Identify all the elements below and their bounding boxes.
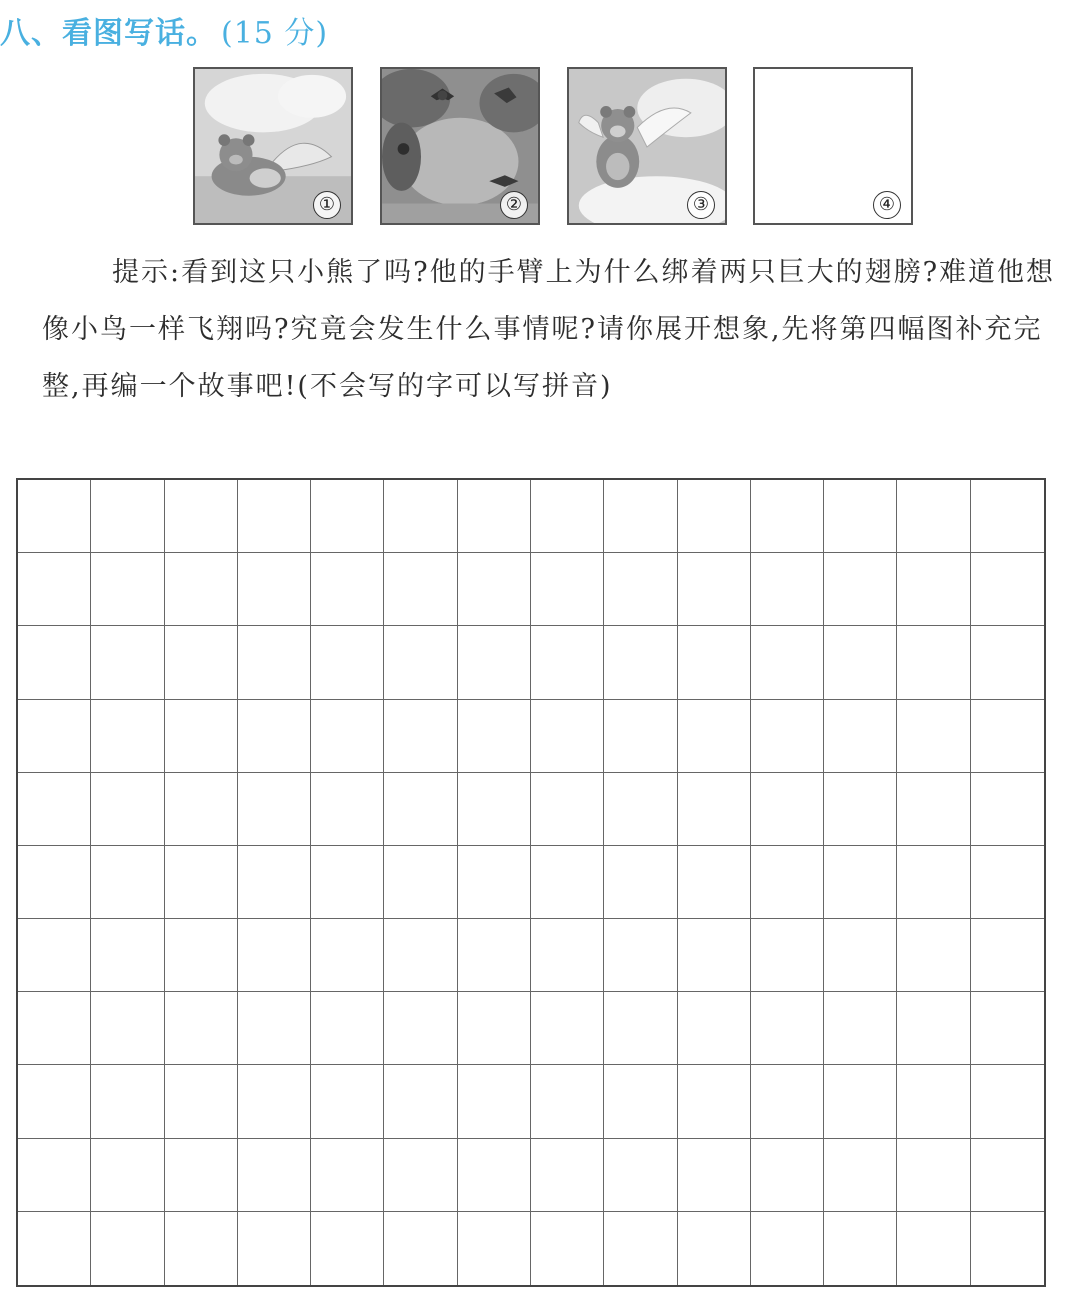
grid-cell[interactable] — [824, 480, 897, 553]
grid-cell[interactable] — [311, 700, 384, 773]
grid-cell[interactable] — [18, 846, 91, 919]
grid-cell[interactable] — [971, 1065, 1044, 1138]
grid-cell[interactable] — [384, 992, 457, 1065]
grid-cell[interactable] — [458, 480, 531, 553]
grid-cell[interactable] — [311, 773, 384, 846]
grid-cell[interactable] — [751, 773, 824, 846]
grid-cell[interactable] — [458, 919, 531, 992]
grid-cell[interactable] — [238, 846, 311, 919]
grid-cell[interactable] — [604, 626, 677, 699]
grid-cell[interactable] — [238, 553, 311, 626]
grid-cell[interactable] — [604, 919, 677, 992]
grid-cell[interactable] — [458, 1065, 531, 1138]
grid-cell[interactable] — [458, 1212, 531, 1285]
grid-cell[interactable] — [531, 480, 604, 553]
grid-cell[interactable] — [531, 846, 604, 919]
picture-panel-2 — [380, 67, 540, 225]
grid-cell[interactable] — [751, 1212, 824, 1285]
grid-cell[interactable] — [751, 626, 824, 699]
grid-cell[interactable] — [531, 700, 604, 773]
grid-cell[interactable] — [384, 1212, 457, 1285]
grid-cell[interactable] — [458, 846, 531, 919]
grid-cell[interactable] — [238, 626, 311, 699]
grid-cell[interactable] — [751, 919, 824, 992]
grid-cell[interactable] — [91, 553, 164, 626]
panel-number-1: ① — [313, 191, 341, 219]
grid-cell[interactable] — [531, 1212, 604, 1285]
grid-cell[interactable] — [897, 1139, 970, 1212]
grid-cell[interactable] — [165, 700, 238, 773]
grid-cell[interactable] — [311, 553, 384, 626]
grid-cell[interactable] — [604, 992, 677, 1065]
grid-cell[interactable] — [91, 626, 164, 699]
grid-cell[interactable] — [91, 992, 164, 1065]
grid-cell[interactable] — [971, 700, 1044, 773]
grid-cell[interactable] — [311, 1065, 384, 1138]
grid-cell[interactable] — [384, 846, 457, 919]
grid-cell[interactable] — [678, 1139, 751, 1212]
grid-cell[interactable] — [384, 919, 457, 992]
grid-cell[interactable] — [458, 1139, 531, 1212]
grid-cell[interactable] — [311, 919, 384, 992]
grid-cell[interactable] — [751, 992, 824, 1065]
grid-cell[interactable] — [824, 1065, 897, 1138]
grid-cell[interactable] — [384, 553, 457, 626]
grid-cell[interactable] — [384, 773, 457, 846]
grid-cell[interactable] — [604, 1212, 677, 1285]
grid-cell[interactable] — [165, 846, 238, 919]
grid-cell[interactable] — [531, 553, 604, 626]
grid-cell[interactable] — [531, 919, 604, 992]
section-score: (15 分) — [221, 16, 329, 51]
grid-cell[interactable] — [971, 626, 1044, 699]
grid-cell[interactable] — [604, 773, 677, 846]
grid-cell[interactable] — [18, 992, 91, 1065]
grid-cell[interactable] — [678, 626, 751, 699]
grid-cell[interactable] — [311, 992, 384, 1065]
grid-cell[interactable] — [311, 1139, 384, 1212]
grid-cell[interactable] — [165, 1139, 238, 1212]
grid-cell[interactable] — [18, 1139, 91, 1212]
grid-cell[interactable] — [18, 1065, 91, 1138]
grid-cell[interactable] — [91, 1065, 164, 1138]
grid-cell[interactable] — [678, 480, 751, 553]
grid-cell[interactable] — [897, 919, 970, 992]
panel-number-4: ④ — [873, 191, 901, 219]
grid-cell[interactable] — [458, 700, 531, 773]
grid-cell[interactable] — [824, 773, 897, 846]
grid-cell[interactable] — [238, 480, 311, 553]
grid-cell[interactable] — [897, 480, 970, 553]
grid-cell[interactable] — [824, 1212, 897, 1285]
grid-cell[interactable] — [18, 1212, 91, 1285]
grid-cell[interactable] — [971, 846, 1044, 919]
grid-cell[interactable] — [824, 992, 897, 1065]
grid-cell[interactable] — [897, 553, 970, 626]
grid-cell[interactable] — [91, 1139, 164, 1212]
grid-cell[interactable] — [91, 846, 164, 919]
grid-cell[interactable] — [165, 553, 238, 626]
grid-cell[interactable] — [897, 1212, 970, 1285]
grid-cell[interactable] — [824, 626, 897, 699]
grid-cell[interactable] — [18, 919, 91, 992]
grid-cell[interactable] — [971, 480, 1044, 553]
grid-cell[interactable] — [824, 846, 897, 919]
grid-cell[interactable] — [678, 553, 751, 626]
grid-cell[interactable] — [897, 1065, 970, 1138]
grid-cell[interactable] — [897, 846, 970, 919]
grid-cell[interactable] — [238, 1139, 311, 1212]
section-title: 八、看图写话。 — [0, 16, 217, 51]
grid-cell[interactable] — [971, 553, 1044, 626]
grid-cell[interactable] — [238, 919, 311, 992]
grid-cell[interactable] — [678, 992, 751, 1065]
grid-cell[interactable] — [384, 1139, 457, 1212]
grid-cell[interactable] — [165, 626, 238, 699]
grid-cell[interactable] — [18, 700, 91, 773]
grid-cell[interactable] — [678, 773, 751, 846]
grid-cell[interactable] — [91, 700, 164, 773]
grid-cell[interactable] — [971, 992, 1044, 1065]
grid-cell[interactable] — [751, 700, 824, 773]
grid-cell[interactable] — [751, 1065, 824, 1138]
grid-cell[interactable] — [678, 846, 751, 919]
hint-paragraph: 提示:看到这只小熊了吗?他的手臂上为什么绑着两只巨大的翅膀?难道他想像小鸟一样飞翔吗?究竟会发生什么事情呢?请你展开想象,先将第四幅图补充完整,再编一个故事吧!(不会写的字可以写拼音) — [42, 257, 1056, 402]
panel-number-2: ② — [500, 191, 528, 219]
grid-cell[interactable] — [751, 846, 824, 919]
grid-cell[interactable] — [18, 773, 91, 846]
grid-cell[interactable] — [238, 1065, 311, 1138]
grid-cell[interactable] — [531, 992, 604, 1065]
grid-cell[interactable] — [604, 480, 677, 553]
grid-cell[interactable] — [165, 773, 238, 846]
grid-cell[interactable] — [678, 1212, 751, 1285]
grid-cell[interactable] — [751, 1139, 824, 1212]
grid-cell[interactable] — [531, 1139, 604, 1212]
grid-cell[interactable] — [91, 1212, 164, 1285]
grid-cell[interactable] — [18, 626, 91, 699]
grid-cell[interactable] — [165, 1065, 238, 1138]
grid-cell[interactable] — [384, 626, 457, 699]
grid-cell[interactable] — [897, 773, 970, 846]
picture-panel-1 — [193, 67, 353, 225]
grid-cell[interactable] — [604, 1065, 677, 1138]
grid-cell[interactable] — [384, 480, 457, 553]
grid-cell[interactable] — [458, 553, 531, 626]
grid-cell[interactable] — [897, 626, 970, 699]
grid-cell[interactable] — [91, 919, 164, 992]
grid-cell[interactable] — [311, 846, 384, 919]
grid-cell[interactable] — [165, 992, 238, 1065]
grid-cell[interactable] — [384, 700, 457, 773]
picture-panel-4-blank[interactable] — [753, 67, 913, 225]
grid-cell[interactable] — [751, 553, 824, 626]
picture-panel-3 — [567, 67, 727, 225]
grid-cell[interactable] — [604, 700, 677, 773]
grid-cell[interactable] — [971, 773, 1044, 846]
grid-cell[interactable] — [238, 700, 311, 773]
grid-cell[interactable] — [604, 846, 677, 919]
writing-grid[interactable] — [16, 478, 1046, 1287]
grid-cell[interactable] — [91, 773, 164, 846]
grid-cell[interactable] — [311, 1212, 384, 1285]
grid-cell[interactable] — [897, 992, 970, 1065]
grid-cell[interactable] — [678, 700, 751, 773]
grid-cell[interactable] — [458, 773, 531, 846]
grid-cell[interactable] — [751, 480, 824, 553]
grid-cell[interactable] — [165, 1212, 238, 1285]
grid-cell[interactable] — [824, 1139, 897, 1212]
grid-cell[interactable] — [971, 1212, 1044, 1285]
panel-number-3: ③ — [687, 191, 715, 219]
grid-cell[interactable] — [897, 700, 970, 773]
grid-cell[interactable] — [531, 773, 604, 846]
grid-cell[interactable] — [18, 480, 91, 553]
grid-cell[interactable] — [311, 626, 384, 699]
grid-cell[interactable] — [238, 773, 311, 846]
grid-cell[interactable] — [458, 992, 531, 1065]
grid-cell[interactable] — [824, 700, 897, 773]
grid-cell[interactable] — [824, 919, 897, 992]
grid-cell[interactable] — [238, 992, 311, 1065]
grid-cell[interactable] — [165, 480, 238, 553]
grid-cell[interactable] — [458, 626, 531, 699]
grid-cell[interactable] — [165, 919, 238, 992]
grid-cell[interactable] — [531, 626, 604, 699]
grid-cell[interactable] — [311, 480, 384, 553]
grid-cell[interactable] — [531, 1065, 604, 1138]
grid-cell[interactable] — [971, 919, 1044, 992]
grid-cell[interactable] — [678, 1065, 751, 1138]
grid-cell[interactable] — [678, 919, 751, 992]
grid-cell[interactable] — [91, 480, 164, 553]
section-heading — [0, 8, 328, 52]
grid-cell[interactable] — [971, 1139, 1044, 1212]
grid-cell[interactable] — [604, 553, 677, 626]
grid-cell[interactable] — [384, 1065, 457, 1138]
grid-cell[interactable] — [18, 553, 91, 626]
grid-cell[interactable] — [604, 1139, 677, 1212]
grid-cell[interactable] — [238, 1212, 311, 1285]
grid-cell[interactable] — [824, 553, 897, 626]
